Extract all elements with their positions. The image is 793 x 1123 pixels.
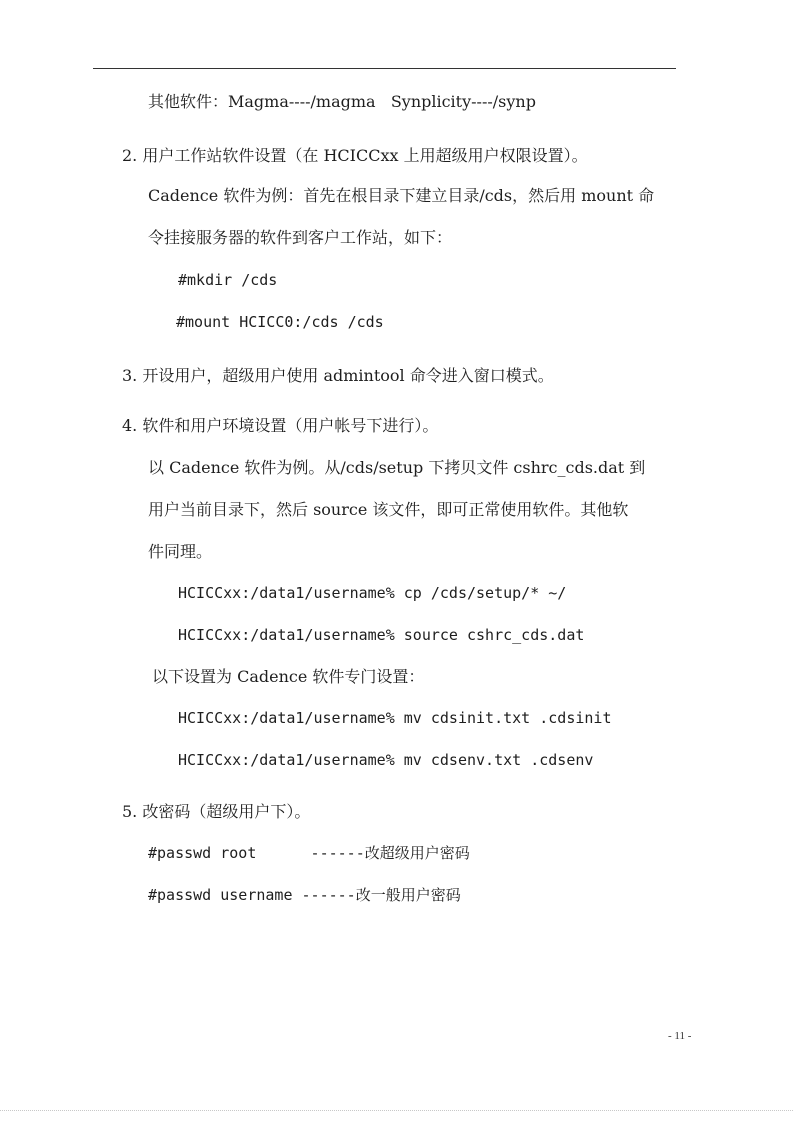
paragraph-line: 以 Cadence 软件为例。从/cds/setup 下拷贝文件 cshrc_cds.dat 到 bbox=[148, 458, 646, 477]
paragraph-line: 令挂接服务器的软件到客户工作站，如下： bbox=[148, 228, 453, 247]
command-line: HCICCxx:/data1/username% mv cdsenv.txt .cdsenv bbox=[178, 751, 594, 769]
command-line: HCICCxx:/data1/username% cp /cds/setup/* ~/ bbox=[178, 584, 567, 602]
page-number: - 11 - bbox=[668, 1030, 692, 1042]
command-line: HCICCxx:/data1/username% mv cdsinit.txt .cdsinit bbox=[178, 709, 612, 727]
command-line: #passwd username ------改一般用户密码 bbox=[148, 886, 461, 904]
header-rule bbox=[93, 68, 676, 69]
command-line: #mkdir /cds bbox=[178, 271, 278, 289]
paragraph-line: 用户当前目录下，然后 source 该文件，即可正常使用软件。其他软 bbox=[148, 500, 629, 519]
section-4-heading: 4. 软件和用户环境设置（用户帐号下进行）。 bbox=[122, 416, 439, 435]
paragraph-line: 以下设置为 Cadence 软件专门设置： bbox=[152, 667, 425, 686]
section-2-heading: 2. 用户工作站软件设置（在 HCICCxx 上用超级用户权限设置）。 bbox=[122, 146, 588, 165]
command-line: HCICCxx:/data1/username% source cshrc_cds.dat bbox=[178, 626, 585, 644]
section-5-heading: 5. 改密码（超级用户下）。 bbox=[122, 802, 311, 821]
section-3-heading: 3. 开设用户，超级用户使用 admintool 命令进入窗口模式。 bbox=[122, 366, 554, 385]
command-line: #passwd root ------改超级用户密码 bbox=[148, 844, 470, 862]
command-line: #mount HCICC0:/cds /cds bbox=[176, 313, 384, 331]
paragraph-line: Cadence 软件为例：首先在根目录下建立目录/cds，然后用 mount 命 bbox=[148, 186, 655, 205]
paragraph-line: 件同理。 bbox=[148, 542, 213, 561]
other-software-line: 其他软件：Magma----/magma Synplicity----/synp bbox=[148, 92, 536, 111]
footer-rule bbox=[0, 1110, 793, 1111]
